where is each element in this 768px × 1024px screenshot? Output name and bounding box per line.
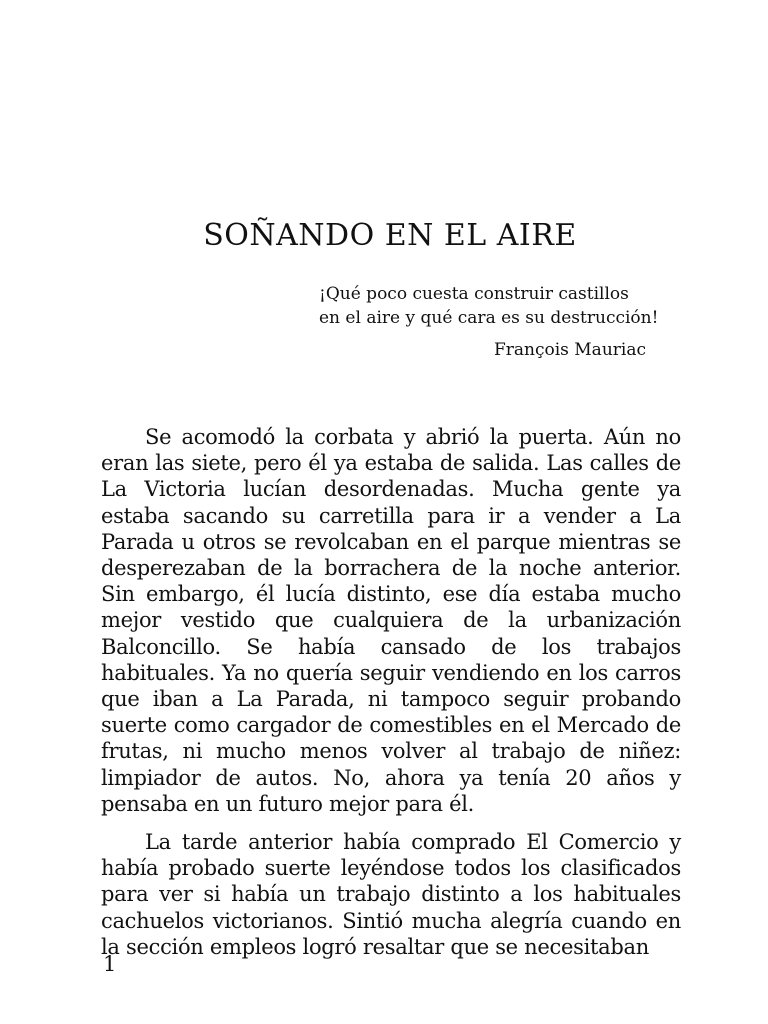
epigraph-line-1: ¡Qué poco cuesta construir castillos	[319, 284, 629, 304]
epigraph	[319, 282, 679, 330]
body-text	[101, 424, 681, 972]
epigraph-line-2: en el aire y qué cara es su destrucción!	[319, 308, 659, 328]
paragraph-2: La tarde anterior había comprado El Comercio y había probado suerte leyéndose todos los clasificados para ver si había un trabajo distinto a los habituales cachuelos victorianos. Sintió mucha alegría cuando en la sección empleos logró resaltar que se necesitaban	[101, 830, 681, 959]
page-number: 1	[103, 952, 117, 976]
chapter-title: SOÑANDO EN EL AIRE	[203, 218, 577, 253]
epigraph-author: François Mauriac	[493, 340, 646, 360]
paragraph-1: Se acomodó la corbata y abrió la puerta. Aún no eran las siete, pero él ya estaba de salida. Las calles de La Victoria lucían desordenadas. Mucha gente ya estaba sacando su carretilla para ir a vender a La Parada u otros se revolcaban en el parque mientras se desperezaban de la borrachera de la noche anterior. Sin embargo, él lucía distinto, ese día estaba mucho mejor vestido que cualquiera de la urbanización Balconcillo. Se había cansado de los trabajos habituales. Ya no quería seguir vendiendo en los carros que iban a La Parada, ni tampoco seguir probando suerte como cargador de comestibles en el Mercado de frutas, ni mucho menos volver al trabajo de niñez: limpiador de autos. No, ahora ya tenía 20 años y pensaba en un futuro mejor para él.	[101, 425, 681, 816]
